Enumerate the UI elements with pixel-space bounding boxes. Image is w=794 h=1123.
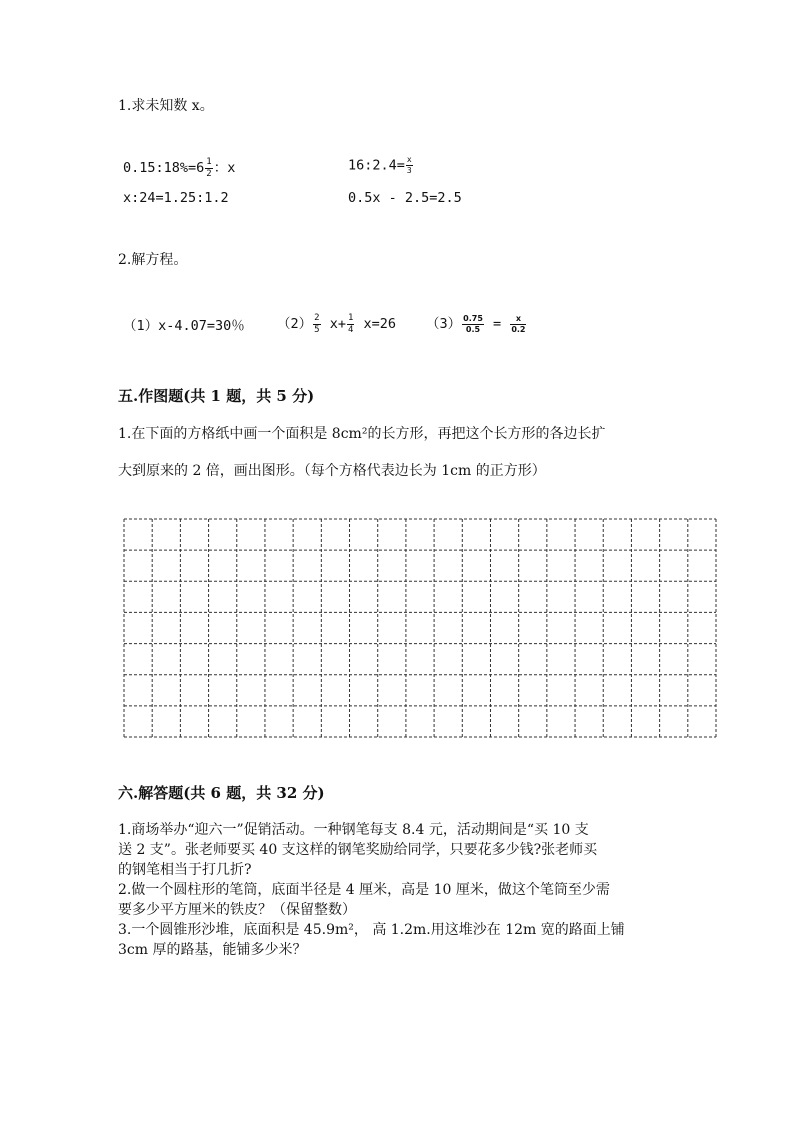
q2-p3-f2-num: x <box>510 315 526 325</box>
q2-p3-fraction-2 <box>510 315 526 334</box>
q2-p2-fraction-1 <box>313 314 320 335</box>
section-6-line: 要多少平方厘米的铁皮？（保留整数） <box>118 902 356 918</box>
q1-eq-b-frac-num: x <box>406 155 412 164</box>
q1-eq-a-prefix: 0.15:18%=6 <box>123 160 205 176</box>
section-6-body <box>118 820 625 960</box>
q2-p3-fraction-1 <box>462 315 484 334</box>
q1-eq-b-frac-den: 3 <box>406 166 412 175</box>
q1-equation-d: 0.5x - 2.5=2.5 <box>348 190 462 206</box>
section-5-line-1: 1.在下面的方格纸中画一个面积是 8cm²的长方形，再把这个长方形的各边长扩 <box>118 426 606 442</box>
section-6-line: 2.做一个圆柱形的笔筒，底面半径是 4 厘米，高是 10 厘米，做这个笔筒至少需 <box>118 882 610 898</box>
section-6-line: 3.一个圆锥形沙堆，底面积是 45.9m²， 高 1.2m.用这堆沙在 12m 宽的路面上铺 <box>118 922 625 938</box>
q2-p3-prefix: （3） <box>426 316 462 332</box>
q2-p2-f2-num: 1 <box>347 312 354 323</box>
q1-equation-a <box>123 156 235 179</box>
section-6-line: 送 2 支”。张老师要买 40 支这样的钢笔奖励给同学，只要花多少钱?张老师买 <box>118 842 598 858</box>
q2-problem-2 <box>277 312 396 335</box>
section-6-line: 的钢笔相当于打几折? <box>118 862 252 878</box>
grid-paper[interactable] <box>123 518 717 738</box>
q2-title: 2.解方程。 <box>118 252 188 268</box>
q1-eq-a-frac-num: 1 <box>206 156 212 167</box>
q1-eq-a-fraction <box>205 158 212 179</box>
q2-p2-fraction-2 <box>347 314 354 335</box>
section-6-line: 1.商场举办“迎六一”促销活动。一种钢笔每支 8.4 元，活动期间是“买 10 支 <box>118 822 589 838</box>
q2-p2-f1-den: 5 <box>314 324 320 335</box>
q1-eq-b-prefix: 16:2.4= <box>348 157 405 174</box>
q2-p3-f2-den: 0.2 <box>511 324 526 334</box>
q1-eq-a-suffix: ：x <box>213 160 236 176</box>
q2-p2-suffix: x=26 <box>363 316 397 332</box>
q1-equation-b <box>348 156 414 175</box>
q1-equation-c: x:24=1.25:1.2 <box>123 190 229 206</box>
section-5-title: 五.作图题(共 1 题，共 5 分) <box>118 387 315 405</box>
q2-p3-eq: = <box>493 316 502 332</box>
q2-p2-prefix: （2） <box>277 316 313 332</box>
section-6-line: 3cm 厚的路基，能铺多少米？ <box>118 942 307 958</box>
q2-p2-mid: x+ <box>329 316 346 332</box>
q2-problem-3 <box>426 312 527 334</box>
q2-p3-f1-den: 0.5 <box>465 324 481 334</box>
q2-p3-f1-num: 0.75 <box>463 313 483 323</box>
section-5-line-2: 大到原来的 2 倍，画出图形。（每个方格代表边长为 1cm 的正方形） <box>118 463 546 479</box>
q2-problem-1: （1）x-4.07=30％ <box>123 318 245 334</box>
q1-eq-a-frac-den: 2 <box>206 168 212 179</box>
section-6-title: 六.解答题(共 6 题，共 32 分) <box>118 784 325 802</box>
q2-p2-f2-den: 4 <box>347 324 354 335</box>
q1-eq-b-fraction <box>406 156 413 175</box>
q2-p2-f1-num: 2 <box>314 312 320 323</box>
q1-title: 1.求未知数 x。 <box>118 98 214 114</box>
